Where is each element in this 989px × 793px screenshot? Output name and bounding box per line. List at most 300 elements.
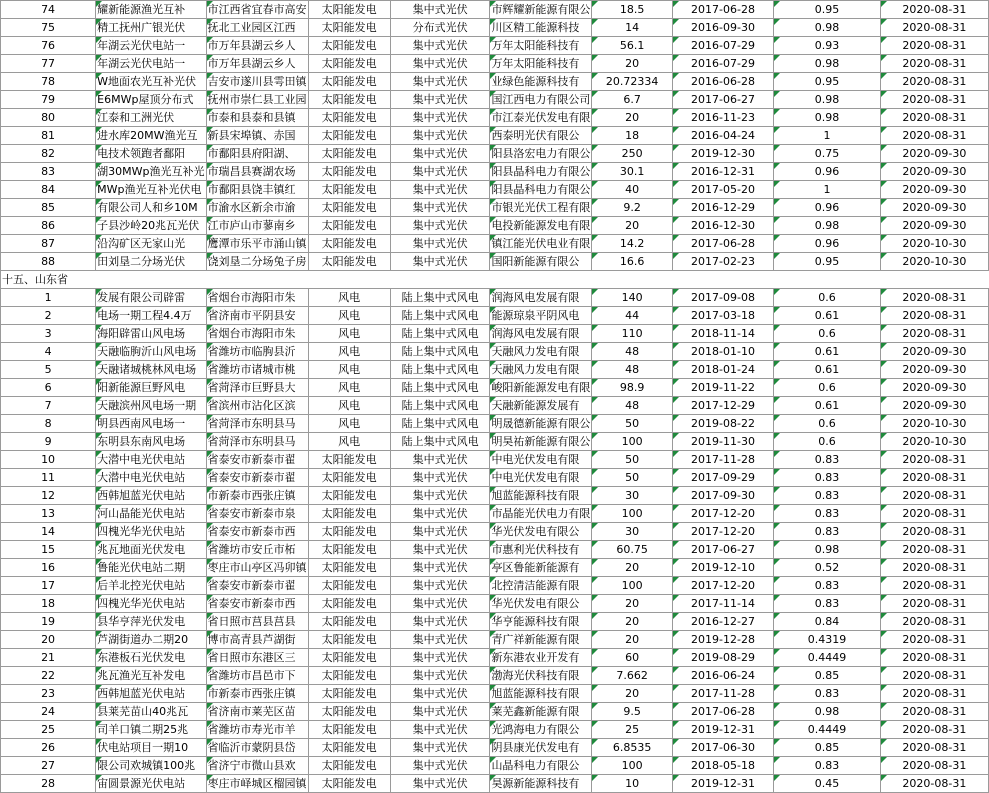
energy-type-cell[interactable]: 太阳能发电: [308, 145, 390, 163]
energy-type-cell[interactable]: 太阳能发电: [308, 109, 390, 127]
project-category-cell[interactable]: 集中式光伏: [390, 253, 490, 271]
company-cell[interactable]: 万年太阳能科技有: [490, 37, 592, 55]
capacity-cell[interactable]: 48: [592, 397, 672, 415]
grid-date-cell[interactable]: 2017-06-27: [672, 91, 774, 109]
project-name-cell[interactable]: 东明县东南风电场: [96, 433, 206, 451]
deadline-cell[interactable]: 2020-08-31: [880, 307, 988, 325]
row-number-cell[interactable]: 21: [1, 649, 96, 667]
location-cell[interactable]: 枣庄市峄城区榴园镇: [206, 775, 308, 793]
company-cell[interactable]: 润海风电发展有限: [490, 325, 592, 343]
deadline-cell[interactable]: 2020-08-31: [880, 577, 988, 595]
grid-date-cell[interactable]: 2016-11-23: [672, 109, 774, 127]
location-cell[interactable]: 省泰安市新泰市西: [206, 523, 308, 541]
empty-cell[interactable]: [206, 271, 308, 289]
capacity-cell[interactable]: 100: [592, 577, 672, 595]
project-category-cell[interactable]: 集中式光伏: [390, 91, 490, 109]
project-name-cell[interactable]: 耀新能源渔光互补: [96, 1, 206, 19]
row-number-cell[interactable]: 76: [1, 37, 96, 55]
grid-date-cell[interactable]: 2017-05-20: [672, 181, 774, 199]
price-cell[interactable]: 0.95: [774, 1, 880, 19]
deadline-cell[interactable]: 2020-10-30: [880, 415, 988, 433]
capacity-cell[interactable]: 7.662: [592, 667, 672, 685]
deadline-cell[interactable]: 2020-08-31: [880, 37, 988, 55]
grid-date-cell[interactable]: 2016-07-29: [672, 37, 774, 55]
price-cell[interactable]: 0.98: [774, 109, 880, 127]
project-name-cell[interactable]: 年湖云光伏电站一: [96, 37, 206, 55]
project-category-cell[interactable]: 集中式光伏: [390, 451, 490, 469]
capacity-cell[interactable]: 30.1: [592, 163, 672, 181]
energy-type-cell[interactable]: 太阳能发电: [308, 19, 390, 37]
project-category-cell[interactable]: 集中式光伏: [390, 163, 490, 181]
project-category-cell[interactable]: 集中式光伏: [390, 487, 490, 505]
company-cell[interactable]: 明昊祐新能源有限公: [490, 433, 592, 451]
price-cell[interactable]: 1: [774, 181, 880, 199]
energy-type-cell[interactable]: 太阳能发电: [308, 127, 390, 145]
row-number-cell[interactable]: 7: [1, 397, 96, 415]
company-cell[interactable]: 明晟德新能源有限公: [490, 415, 592, 433]
grid-date-cell[interactable]: 2016-06-28: [672, 73, 774, 91]
row-number-cell[interactable]: 2: [1, 307, 96, 325]
project-name-cell[interactable]: 电技术领跑者鄱阳: [96, 145, 206, 163]
capacity-cell[interactable]: 20: [592, 631, 672, 649]
deadline-cell[interactable]: 2020-08-31: [880, 649, 988, 667]
section-title-cell[interactable]: 十五、山东省: [1, 271, 96, 289]
capacity-cell[interactable]: 9.2: [592, 199, 672, 217]
grid-date-cell[interactable]: 2017-11-28: [672, 451, 774, 469]
grid-date-cell[interactable]: 2017-12-20: [672, 577, 774, 595]
deadline-cell[interactable]: 2020-08-31: [880, 55, 988, 73]
company-cell[interactable]: 华光伏发电有限公: [490, 595, 592, 613]
capacity-cell[interactable]: 100: [592, 757, 672, 775]
energy-type-cell[interactable]: 太阳能发电: [308, 775, 390, 793]
project-name-cell[interactable]: 四槐光华光伏电站: [96, 523, 206, 541]
deadline-cell[interactable]: 2020-09-30: [880, 199, 988, 217]
grid-date-cell[interactable]: 2017-09-30: [672, 487, 774, 505]
deadline-cell[interactable]: 2020-09-30: [880, 379, 988, 397]
energy-type-cell[interactable]: 风电: [308, 325, 390, 343]
location-cell[interactable]: 省济南市平阴县安: [206, 307, 308, 325]
capacity-cell[interactable]: 50: [592, 451, 672, 469]
company-cell[interactable]: 业绿色能源科技有: [490, 73, 592, 91]
company-cell[interactable]: 川区精工能源科技: [490, 19, 592, 37]
deadline-cell[interactable]: 2020-08-31: [880, 73, 988, 91]
row-number-cell[interactable]: 84: [1, 181, 96, 199]
energy-type-cell[interactable]: 太阳能发电: [308, 739, 390, 757]
energy-type-cell[interactable]: 太阳能发电: [308, 685, 390, 703]
project-category-cell[interactable]: 陆上集中式风电: [390, 433, 490, 451]
row-number-cell[interactable]: 28: [1, 775, 96, 793]
row-number-cell[interactable]: 15: [1, 541, 96, 559]
energy-type-cell[interactable]: 风电: [308, 397, 390, 415]
capacity-cell[interactable]: 50: [592, 469, 672, 487]
deadline-cell[interactable]: 2020-08-31: [880, 739, 988, 757]
capacity-cell[interactable]: 30: [592, 523, 672, 541]
row-number-cell[interactable]: 81: [1, 127, 96, 145]
capacity-cell[interactable]: 30: [592, 487, 672, 505]
grid-date-cell[interactable]: 2017-06-28: [672, 235, 774, 253]
price-cell[interactable]: 0.61: [774, 343, 880, 361]
energy-type-cell[interactable]: 太阳能发电: [308, 667, 390, 685]
capacity-cell[interactable]: 20: [592, 595, 672, 613]
capacity-cell[interactable]: 16.6: [592, 253, 672, 271]
energy-type-cell[interactable]: 风电: [308, 307, 390, 325]
project-category-cell[interactable]: 集中式光伏: [390, 721, 490, 739]
deadline-cell[interactable]: 2020-08-31: [880, 19, 988, 37]
project-name-cell[interactable]: 河山晶能光伏电站: [96, 505, 206, 523]
location-cell[interactable]: 省泰安市新泰市翟: [206, 577, 308, 595]
project-category-cell[interactable]: 集中式光伏: [390, 217, 490, 235]
row-number-cell[interactable]: 16: [1, 559, 96, 577]
project-category-cell[interactable]: 集中式光伏: [390, 685, 490, 703]
project-category-cell[interactable]: 集中式光伏: [390, 577, 490, 595]
location-cell[interactable]: 抚州市崇仁县工业园: [206, 91, 308, 109]
price-cell[interactable]: 0.83: [774, 595, 880, 613]
grid-date-cell[interactable]: 2017-12-20: [672, 523, 774, 541]
capacity-cell[interactable]: 250: [592, 145, 672, 163]
price-cell[interactable]: 0.83: [774, 505, 880, 523]
project-name-cell[interactable]: 天融临朐沂山风电场: [96, 343, 206, 361]
project-category-cell[interactable]: 陆上集中式风电: [390, 397, 490, 415]
location-cell[interactable]: 市新泰市西张庄镇: [206, 487, 308, 505]
energy-type-cell[interactable]: 太阳能发电: [308, 217, 390, 235]
capacity-cell[interactable]: 20: [592, 613, 672, 631]
row-number-cell[interactable]: 1: [1, 289, 96, 307]
company-cell[interactable]: 天融新能源发展有: [490, 397, 592, 415]
deadline-cell[interactable]: 2020-08-31: [880, 667, 988, 685]
row-number-cell[interactable]: 85: [1, 199, 96, 217]
deadline-cell[interactable]: 2020-08-31: [880, 127, 988, 145]
project-name-cell[interactable]: 东港板石光伏发电: [96, 649, 206, 667]
energy-type-cell[interactable]: 太阳能发电: [308, 73, 390, 91]
project-name-cell[interactable]: 宙圆景源光伏电站: [96, 775, 206, 793]
project-name-cell[interactable]: 西韩旭蓝光伏电站: [96, 487, 206, 505]
grid-date-cell[interactable]: 2019-11-30: [672, 433, 774, 451]
project-name-cell[interactable]: 年湖云光伏电站一: [96, 55, 206, 73]
location-cell[interactable]: 省潍坊市昌邑市下: [206, 667, 308, 685]
capacity-cell[interactable]: 60.75: [592, 541, 672, 559]
company-cell[interactable]: 旭蓝能源科技有限: [490, 487, 592, 505]
row-number-cell[interactable]: 22: [1, 667, 96, 685]
price-cell[interactable]: 0.4449: [774, 649, 880, 667]
company-cell[interactable]: 峻阳新能源发电有限: [490, 379, 592, 397]
energy-type-cell[interactable]: 太阳能发电: [308, 487, 390, 505]
location-cell[interactable]: 省潍坊市寿光市羊: [206, 721, 308, 739]
location-cell[interactable]: 市万年县湖云乡人: [206, 37, 308, 55]
location-cell[interactable]: 省潍坊市安丘市柘: [206, 541, 308, 559]
row-number-cell[interactable]: 18: [1, 595, 96, 613]
price-cell[interactable]: 0.95: [774, 253, 880, 271]
company-cell[interactable]: 阳县晶科电力有限公: [490, 181, 592, 199]
deadline-cell[interactable]: 2020-08-31: [880, 469, 988, 487]
location-cell[interactable]: 省菏泽市巨野县大: [206, 379, 308, 397]
project-name-cell[interactable]: 县莱芜苗山40兆瓦: [96, 703, 206, 721]
energy-type-cell[interactable]: 太阳能发电: [308, 1, 390, 19]
location-cell[interactable]: 省日照市东港区三: [206, 649, 308, 667]
project-name-cell[interactable]: 鲁能光伏电站二期: [96, 559, 206, 577]
company-cell[interactable]: 市辉耀新能源有限公: [490, 1, 592, 19]
row-number-cell[interactable]: 87: [1, 235, 96, 253]
grid-date-cell[interactable]: 2018-05-18: [672, 757, 774, 775]
energy-type-cell[interactable]: 太阳能发电: [308, 703, 390, 721]
company-cell[interactable]: 万年太阳能科技有: [490, 55, 592, 73]
project-category-cell[interactable]: 陆上集中式风电: [390, 289, 490, 307]
project-name-cell[interactable]: 海阳辟雷山风电场: [96, 325, 206, 343]
location-cell[interactable]: 枣庄市山亭区冯卯镇: [206, 559, 308, 577]
company-cell[interactable]: 莱芜鑫新能源有限: [490, 703, 592, 721]
project-category-cell[interactable]: 集中式光伏: [390, 469, 490, 487]
price-cell[interactable]: 1: [774, 127, 880, 145]
row-number-cell[interactable]: 79: [1, 91, 96, 109]
price-cell[interactable]: 0.45: [774, 775, 880, 793]
deadline-cell[interactable]: 2020-10-30: [880, 433, 988, 451]
energy-type-cell[interactable]: 太阳能发电: [308, 181, 390, 199]
row-number-cell[interactable]: 3: [1, 325, 96, 343]
location-cell[interactable]: 省菏泽市东明县马: [206, 433, 308, 451]
grid-date-cell[interactable]: 2019-12-30: [672, 145, 774, 163]
deadline-cell[interactable]: 2020-09-30: [880, 361, 988, 379]
price-cell[interactable]: 0.84: [774, 613, 880, 631]
grid-date-cell[interactable]: 2017-11-14: [672, 595, 774, 613]
grid-date-cell[interactable]: 2017-06-28: [672, 1, 774, 19]
location-cell[interactable]: 新县宋埠镇、赤国: [206, 127, 308, 145]
energy-type-cell[interactable]: 太阳能发电: [308, 451, 390, 469]
location-cell[interactable]: 市瑞昌县赛湖农场: [206, 163, 308, 181]
price-cell[interactable]: 0.83: [774, 757, 880, 775]
project-category-cell[interactable]: 集中式光伏: [390, 541, 490, 559]
project-category-cell[interactable]: 集中式光伏: [390, 667, 490, 685]
row-number-cell[interactable]: 80: [1, 109, 96, 127]
row-number-cell[interactable]: 19: [1, 613, 96, 631]
price-cell[interactable]: 0.6: [774, 415, 880, 433]
price-cell[interactable]: 0.6: [774, 379, 880, 397]
company-cell[interactable]: 阴县康光伏发电有: [490, 739, 592, 757]
row-number-cell[interactable]: 83: [1, 163, 96, 181]
capacity-cell[interactable]: 40: [592, 181, 672, 199]
price-cell[interactable]: 0.4449: [774, 721, 880, 739]
company-cell[interactable]: 市晶能光伏电力有限: [490, 505, 592, 523]
empty-cell[interactable]: [490, 271, 592, 289]
deadline-cell[interactable]: 2020-08-31: [880, 631, 988, 649]
price-cell[interactable]: 0.85: [774, 739, 880, 757]
capacity-cell[interactable]: 20: [592, 685, 672, 703]
capacity-cell[interactable]: 20: [592, 109, 672, 127]
grid-date-cell[interactable]: 2017-09-29: [672, 469, 774, 487]
row-number-cell[interactable]: 10: [1, 451, 96, 469]
row-number-cell[interactable]: 86: [1, 217, 96, 235]
capacity-cell[interactable]: 44: [592, 307, 672, 325]
capacity-cell[interactable]: 60: [592, 649, 672, 667]
energy-type-cell[interactable]: 太阳能发电: [308, 253, 390, 271]
empty-cell[interactable]: [880, 271, 988, 289]
capacity-cell[interactable]: 14: [592, 19, 672, 37]
row-number-cell[interactable]: 78: [1, 73, 96, 91]
location-cell[interactable]: 省烟台市海阳市朱: [206, 289, 308, 307]
project-category-cell[interactable]: 集中式光伏: [390, 235, 490, 253]
project-name-cell[interactable]: 天融诸城桃林风电场: [96, 361, 206, 379]
price-cell[interactable]: 0.98: [774, 217, 880, 235]
project-name-cell[interactable]: 明县西南风电场一: [96, 415, 206, 433]
energy-type-cell[interactable]: 太阳能发电: [308, 649, 390, 667]
project-category-cell[interactable]: 陆上集中式风电: [390, 307, 490, 325]
project-category-cell[interactable]: 集中式光伏: [390, 523, 490, 541]
deadline-cell[interactable]: 2020-09-30: [880, 163, 988, 181]
energy-type-cell[interactable]: 太阳能发电: [308, 559, 390, 577]
company-cell[interactable]: 光鸿海电力有限公: [490, 721, 592, 739]
price-cell[interactable]: 0.83: [774, 487, 880, 505]
row-number-cell[interactable]: 14: [1, 523, 96, 541]
project-category-cell[interactable]: 陆上集中式风电: [390, 361, 490, 379]
grid-date-cell[interactable]: 2018-01-10: [672, 343, 774, 361]
grid-date-cell[interactable]: 2019-08-22: [672, 415, 774, 433]
project-name-cell[interactable]: 电场一期工程4.4万: [96, 307, 206, 325]
grid-date-cell[interactable]: 2019-11-22: [672, 379, 774, 397]
grid-date-cell[interactable]: 2016-12-29: [672, 199, 774, 217]
project-name-cell[interactable]: 兆瓦地面光伏发电: [96, 541, 206, 559]
row-number-cell[interactable]: 13: [1, 505, 96, 523]
grid-date-cell[interactable]: 2019-12-28: [672, 631, 774, 649]
deadline-cell[interactable]: 2020-08-31: [880, 595, 988, 613]
energy-type-cell[interactable]: 风电: [308, 415, 390, 433]
deadline-cell[interactable]: 2020-10-30: [880, 253, 988, 271]
project-category-cell[interactable]: 集中式光伏: [390, 775, 490, 793]
company-cell[interactable]: 亭区鲁能新能源有: [490, 559, 592, 577]
location-cell[interactable]: 省烟台市海阳市朱: [206, 325, 308, 343]
energy-type-cell[interactable]: 太阳能发电: [308, 577, 390, 595]
deadline-cell[interactable]: 2020-08-31: [880, 559, 988, 577]
deadline-cell[interactable]: 2020-09-30: [880, 217, 988, 235]
capacity-cell[interactable]: 18: [592, 127, 672, 145]
price-cell[interactable]: 0.4319: [774, 631, 880, 649]
location-cell[interactable]: 省济宁市微山县欢: [206, 757, 308, 775]
project-name-cell[interactable]: E6MWp屋顶分布式: [96, 91, 206, 109]
price-cell[interactable]: 0.75: [774, 145, 880, 163]
row-number-cell[interactable]: 9: [1, 433, 96, 451]
grid-date-cell[interactable]: 2016-09-30: [672, 19, 774, 37]
company-cell[interactable]: 镇江能光伏电业有限: [490, 235, 592, 253]
company-cell[interactable]: 电投新能源发电有限: [490, 217, 592, 235]
company-cell[interactable]: 中电光伏发电有限: [490, 451, 592, 469]
grid-date-cell[interactable]: 2018-01-24: [672, 361, 774, 379]
deadline-cell[interactable]: 2020-09-30: [880, 343, 988, 361]
location-cell[interactable]: 江市庐山市蓼南乡: [206, 217, 308, 235]
energy-type-cell[interactable]: 太阳能发电: [308, 235, 390, 253]
deadline-cell[interactable]: 2020-08-31: [880, 685, 988, 703]
project-name-cell[interactable]: 伏电站项目一期10: [96, 739, 206, 757]
price-cell[interactable]: 0.61: [774, 361, 880, 379]
company-cell[interactable]: 市银光光伏工程有限: [490, 199, 592, 217]
project-category-cell[interactable]: 集中式光伏: [390, 613, 490, 631]
capacity-cell[interactable]: 6.7: [592, 91, 672, 109]
project-name-cell[interactable]: 大潜中电光伏电站: [96, 469, 206, 487]
grid-date-cell[interactable]: 2017-06-27: [672, 541, 774, 559]
row-number-cell[interactable]: 12: [1, 487, 96, 505]
company-cell[interactable]: 阳县洛宏电力有限公: [490, 145, 592, 163]
energy-type-cell[interactable]: 太阳能发电: [308, 37, 390, 55]
capacity-cell[interactable]: 9.5: [592, 703, 672, 721]
capacity-cell[interactable]: 25: [592, 721, 672, 739]
company-cell[interactable]: 渤海光伏科技有限: [490, 667, 592, 685]
project-category-cell[interactable]: 集中式光伏: [390, 109, 490, 127]
grid-date-cell[interactable]: 2017-06-30: [672, 739, 774, 757]
project-name-cell[interactable]: 西韩旭蓝光伏电站: [96, 685, 206, 703]
row-number-cell[interactable]: 24: [1, 703, 96, 721]
project-category-cell[interactable]: 陆上集中式风电: [390, 343, 490, 361]
deadline-cell[interactable]: 2020-09-30: [880, 397, 988, 415]
price-cell[interactable]: 0.95: [774, 73, 880, 91]
grid-date-cell[interactable]: 2019-08-29: [672, 649, 774, 667]
location-cell[interactable]: 市鄱阳县饶丰镇红: [206, 181, 308, 199]
company-cell[interactable]: 天融风力发电有限: [490, 343, 592, 361]
company-cell[interactable]: 昊源新能源科技有: [490, 775, 592, 793]
company-cell[interactable]: 国江西电力有限公司: [490, 91, 592, 109]
price-cell[interactable]: 0.96: [774, 199, 880, 217]
location-cell[interactable]: 省泰安市新泰市西: [206, 595, 308, 613]
company-cell[interactable]: 华光伏发电有限公: [490, 523, 592, 541]
project-category-cell[interactable]: 集中式光伏: [390, 199, 490, 217]
capacity-cell[interactable]: 20: [592, 55, 672, 73]
location-cell[interactable]: 市渝水区新余市渝: [206, 199, 308, 217]
grid-date-cell[interactable]: 2016-04-24: [672, 127, 774, 145]
project-name-cell[interactable]: 四槐光华光伏电站: [96, 595, 206, 613]
capacity-cell[interactable]: 20: [592, 217, 672, 235]
grid-date-cell[interactable]: 2019-12-10: [672, 559, 774, 577]
deadline-cell[interactable]: 2020-08-31: [880, 289, 988, 307]
project-category-cell[interactable]: 集中式光伏: [390, 703, 490, 721]
company-cell[interactable]: 能源琼泉平阴风电: [490, 307, 592, 325]
capacity-cell[interactable]: 18.5: [592, 1, 672, 19]
energy-type-cell[interactable]: 风电: [308, 343, 390, 361]
location-cell[interactable]: 省潍坊市诸城市桃: [206, 361, 308, 379]
capacity-cell[interactable]: 56.1: [592, 37, 672, 55]
energy-type-cell[interactable]: 太阳能发电: [308, 613, 390, 631]
empty-cell[interactable]: [390, 271, 490, 289]
row-number-cell[interactable]: 8: [1, 415, 96, 433]
price-cell[interactable]: 0.96: [774, 163, 880, 181]
empty-cell[interactable]: [672, 271, 774, 289]
company-cell[interactable]: 阳县晶科电力有限公: [490, 163, 592, 181]
price-cell[interactable]: 0.61: [774, 397, 880, 415]
row-number-cell[interactable]: 4: [1, 343, 96, 361]
project-category-cell[interactable]: 集中式光伏: [390, 739, 490, 757]
row-number-cell[interactable]: 20: [1, 631, 96, 649]
deadline-cell[interactable]: 2020-08-31: [880, 109, 988, 127]
energy-type-cell[interactable]: 太阳能发电: [308, 163, 390, 181]
energy-type-cell[interactable]: 太阳能发电: [308, 631, 390, 649]
energy-type-cell[interactable]: 太阳能发电: [308, 55, 390, 73]
project-name-cell[interactable]: 发展有限公司辟雷: [96, 289, 206, 307]
capacity-cell[interactable]: 110: [592, 325, 672, 343]
energy-type-cell[interactable]: 太阳能发电: [308, 595, 390, 613]
location-cell[interactable]: 省泰安市新泰市翟: [206, 469, 308, 487]
deadline-cell[interactable]: 2020-08-31: [880, 487, 988, 505]
company-cell[interactable]: 市江泰光伏发电有限: [490, 109, 592, 127]
price-cell[interactable]: 0.96: [774, 235, 880, 253]
deadline-cell[interactable]: 2020-08-31: [880, 613, 988, 631]
location-cell[interactable]: 省泰安市新泰市翟: [206, 451, 308, 469]
project-name-cell[interactable]: 阳新能源巨野风电: [96, 379, 206, 397]
capacity-cell[interactable]: 48: [592, 361, 672, 379]
deadline-cell[interactable]: 2020-08-31: [880, 91, 988, 109]
grid-date-cell[interactable]: 2017-03-18: [672, 307, 774, 325]
grid-date-cell[interactable]: 2017-12-20: [672, 505, 774, 523]
company-cell[interactable]: 旭蓝能源科技有限: [490, 685, 592, 703]
energy-type-cell[interactable]: 太阳能发电: [308, 541, 390, 559]
energy-type-cell[interactable]: 太阳能发电: [308, 469, 390, 487]
grid-date-cell[interactable]: 2017-11-28: [672, 685, 774, 703]
location-cell[interactable]: 省日照市莒县莒县: [206, 613, 308, 631]
location-cell[interactable]: 省菏泽市东明县马: [206, 415, 308, 433]
grid-date-cell[interactable]: 2019-12-31: [672, 775, 774, 793]
